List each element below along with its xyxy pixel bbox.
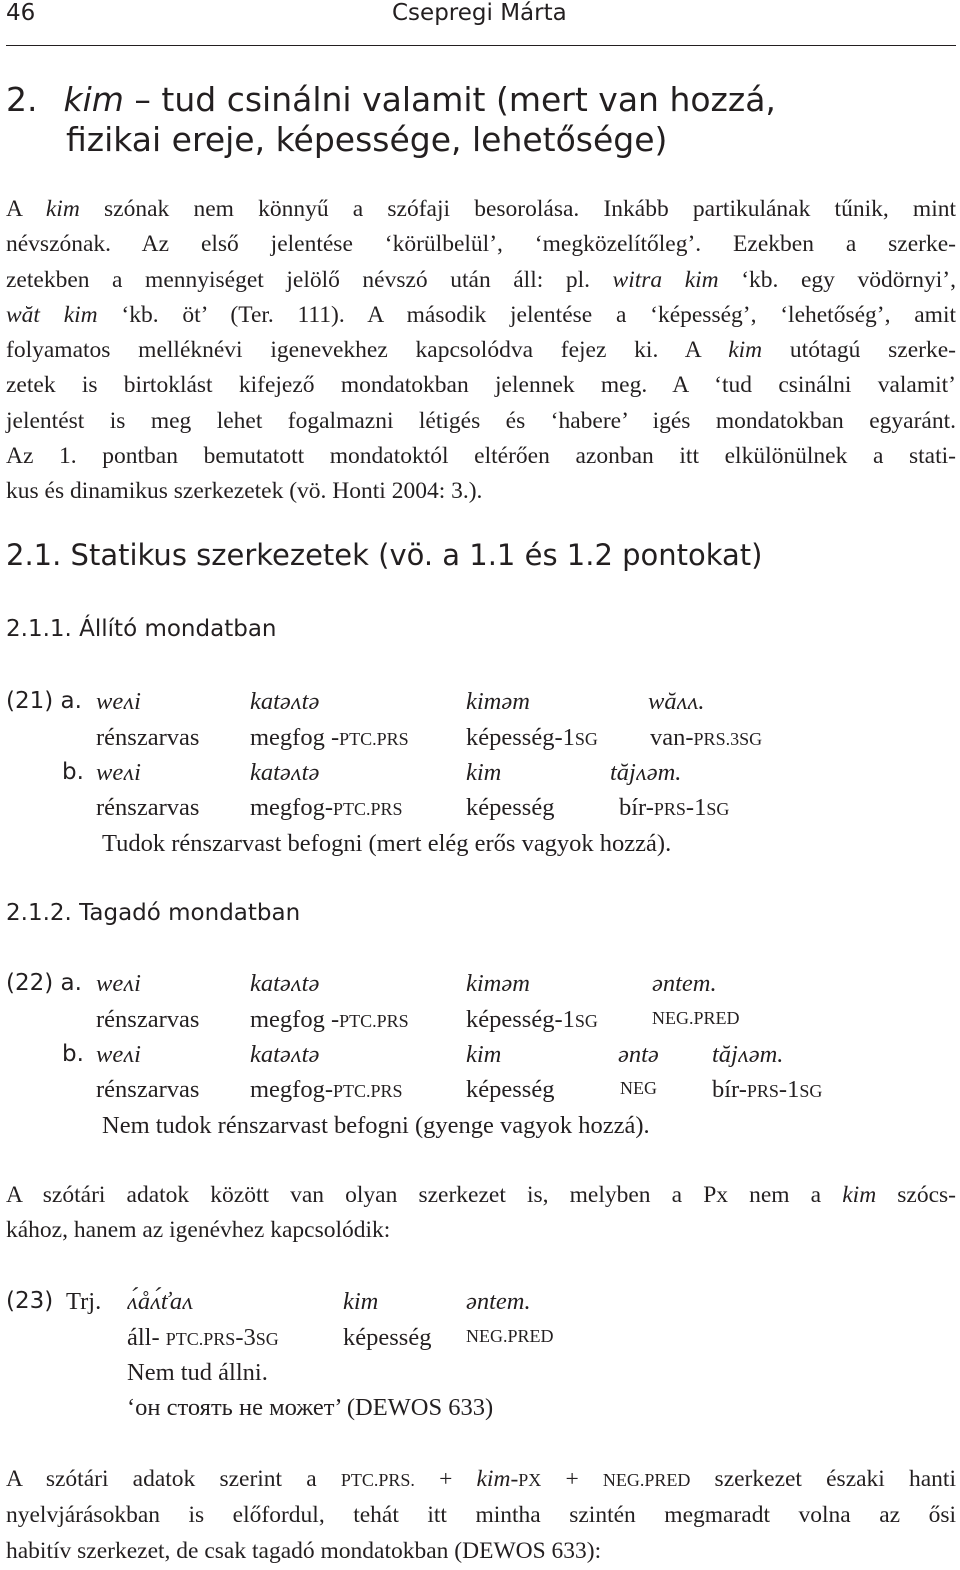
example-word: əntem.: [466, 1288, 531, 1315]
example-word: katəʌtə: [250, 970, 320, 997]
example-word: wăʌʌ.: [648, 688, 705, 715]
dialect-label: Trj.: [66, 1288, 102, 1315]
example-word: ʌ́åʌ́ťaʌ: [127, 1288, 194, 1315]
example-word: katəʌtə: [250, 759, 320, 786]
gloss: megfog-PTC.PRS: [250, 794, 403, 821]
gloss: rénszarvas: [96, 1076, 200, 1103]
gloss: NEG: [620, 1078, 657, 1098]
section-keyword: kim: [63, 80, 124, 119]
header-rule: [6, 45, 956, 46]
example-word: weʌi: [96, 688, 141, 715]
translation: Tudok rénszarvast befogni (mert elég erős vagyok hozzá).: [102, 830, 672, 857]
example-word: weʌi: [96, 759, 141, 786]
section-number: 2.: [6, 80, 38, 119]
example-word: kim: [466, 759, 502, 786]
example-word: kiməm: [466, 688, 530, 715]
gloss: megfog-PTC.PRS: [250, 1076, 403, 1103]
example-word: katəʌtə: [250, 688, 320, 715]
example-word: kim: [343, 1288, 379, 1315]
paragraph-2: A szótári adatok között van olyan szerkezet is, melyben a Px nem a kim szócs- kához, hanem az igenévhez kapcsolódik:: [6, 1182, 957, 1244]
gloss: képesség-1SG: [466, 724, 598, 751]
gloss: NEG.PRED: [466, 1326, 554, 1346]
gloss: NEG.PRED: [652, 1008, 740, 1028]
example-word: tăjʌəm.: [712, 1041, 784, 1068]
example-word: əntə: [618, 1041, 659, 1068]
example-number: (23): [6, 1288, 54, 1314]
example-label: b.: [62, 1041, 84, 1067]
gloss: van-PRS.3SG: [650, 724, 763, 751]
example-label: b.: [62, 759, 84, 785]
page-number: 46: [6, 0, 36, 26]
example-number: (22) a.: [6, 970, 82, 996]
running-author: Csepregi Márta: [392, 0, 567, 26]
example-word: katəʌtə: [250, 1041, 320, 1068]
translation: Nem tudok rénszarvast befogni (gyenge vagyok hozzá).: [102, 1112, 650, 1139]
gloss: bír-PRS-1SG: [712, 1076, 823, 1103]
gloss: megfog -PTC.PRS: [250, 1006, 409, 1033]
gloss: bír-PRS-1SG: [619, 794, 730, 821]
gloss: áll- PTC.PRS-3SG: [127, 1324, 279, 1351]
subsubsection-heading-2-1-1: 2.1.1. Állító mondatban: [6, 616, 277, 642]
section-heading-line2: fizikai ereje, képessége, lehetősége): [66, 120, 668, 159]
gloss: képesség: [343, 1324, 432, 1351]
gloss: rénszarvas: [96, 1006, 200, 1033]
paragraph-1: A kim szónak nem könnyű a szófaji besorolása. Inkább partikulának tűnik, mint névszónak. Az első jelentése ‘körülbelül’, ‘megközelítőleg’. Ezekben a szerke- zetekben a mennyiséget jelölő névszó után áll: pl. witra kim ‘kb. egy vödörnyi’, wăt kim ‘kb. öt’ (Ter. 111). A második jelentése a ‘képesség’, ‘lehetőség’, amit folyamatos melléknévi igenevekhez kapcsolódva fejez ki. A kim utótagú szerke- zetek is birtoklást kifejező mondatokban jelennek meg. A ‘tud csinálni valamit’ jelentést is meg lehet fogalmazni létigés és ‘habere’ igés mondatokban egyaránt. Az 1. pontban bemutatott mondatoktól eltérően azonban itt elkülönülnek a stati- kus és dinamikus szerkezetek (vö. Honti 2004: 3.).: [6, 196, 957, 505]
gloss: képesség-1SG: [466, 1006, 598, 1033]
example-word: weʌi: [96, 970, 141, 997]
gloss: képesség: [466, 1076, 555, 1103]
gloss: rénszarvas: [96, 794, 200, 821]
subsection-heading-2-1: 2.1. Statikus szerkezetek (vö. a 1.1 és 1.2 pontokat): [6, 538, 763, 572]
example-word: weʌi: [96, 1041, 141, 1068]
subsubsection-heading-2-1-2: 2.1.2. Tagadó mondatban: [6, 900, 301, 926]
example-word: tăjʌəm.: [610, 759, 682, 786]
gloss: képesség: [466, 794, 555, 821]
example-word: kim: [466, 1041, 502, 1068]
section-heading: [6, 80, 776, 120]
gloss: megfog -PTC.PRS: [250, 724, 409, 751]
translation: Nem tud állni.: [127, 1359, 268, 1386]
gloss: rénszarvas: [96, 724, 200, 751]
example-number: (21) a.: [6, 688, 82, 714]
section-title-rest: – tud csinálni valamit (mert van hozzá,: [123, 80, 776, 119]
example-word: kiməm: [466, 970, 530, 997]
russian-gloss: ‘он стоять не может’ (DEWOS 633): [127, 1394, 494, 1421]
paragraph-3: A szótári adatok szerint a PTC.PRS. + kim-PX + NEG.PRED szerkezet északi hanti nyelvjárásokban is előfordul, tehát itt mintha szintén megmaradt volna az ősi habitív szerkezet, de csak tagadó mondatokban (DEWOS 633):: [6, 1466, 956, 1564]
example-word: əntem.: [652, 970, 717, 997]
